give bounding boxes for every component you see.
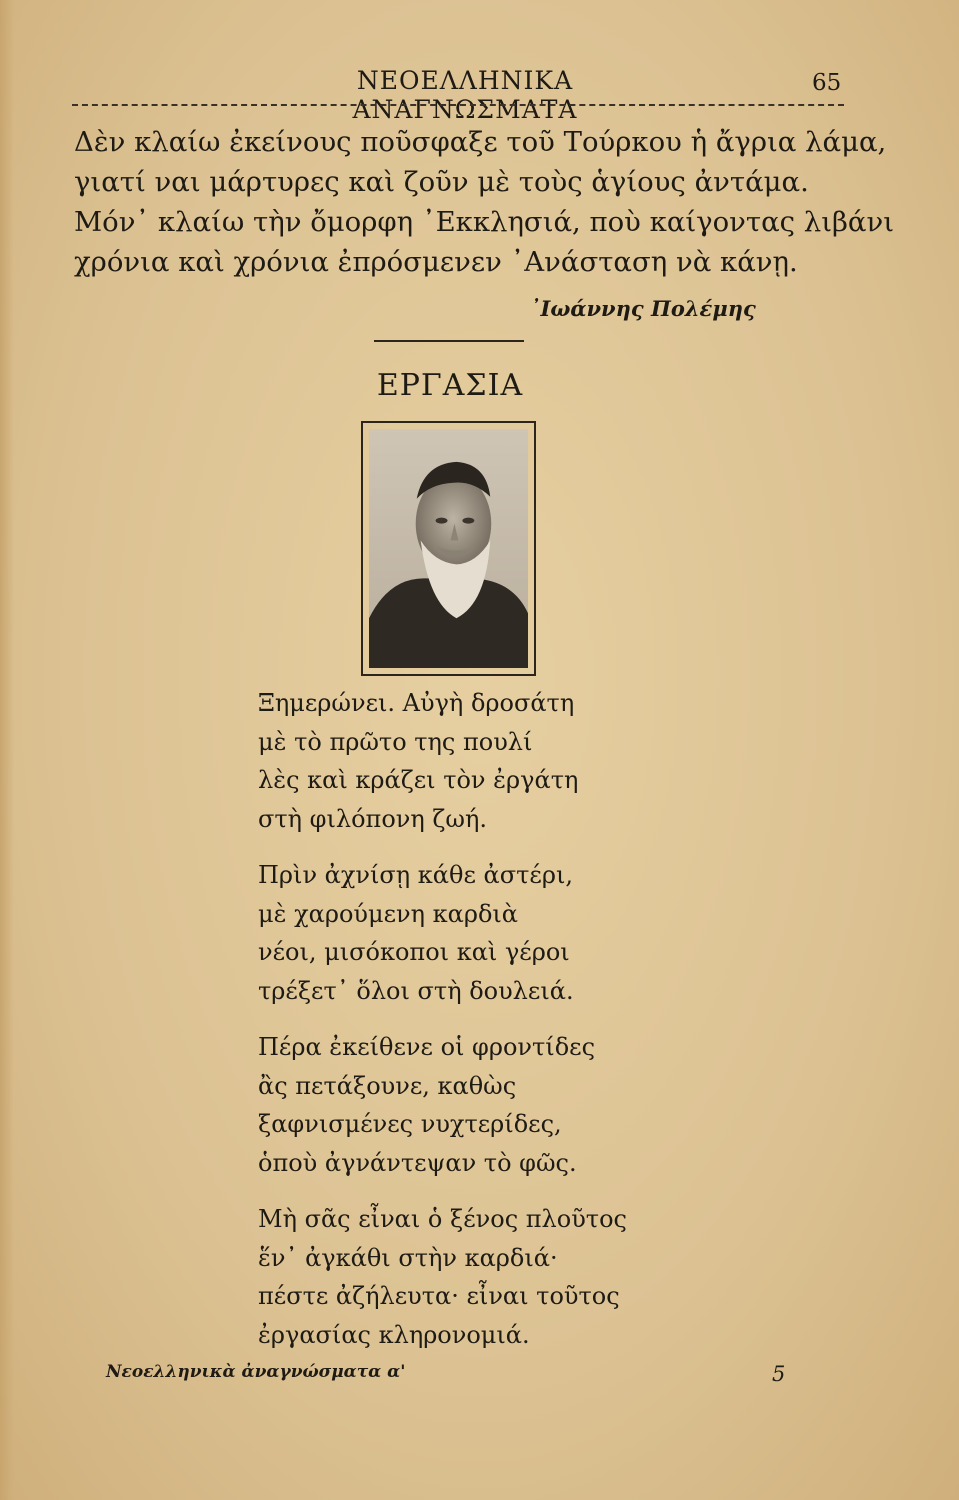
poem-line: Πρὶν ἀχνίσῃ κάθε ἀστέρι, [258,861,573,889]
poem-line: λὲς καὶ κράζει τὸν ἐργάτη [258,766,579,794]
section-divider [374,340,524,342]
poem-line: πέστε ἀζήλευτα· εἶναι τοῦτος [258,1282,620,1310]
verse-line: χρόνια καὶ χρόνια ἐπρόσμενεν ᾿Ανάσταση νὰ κάνῃ. [74,246,798,278]
poem-line: ἕν᾿ ἀγκάθι στὴν καρδιά· [258,1243,558,1272]
portrait-photo [361,421,536,676]
poem-line: ὁποὺ ἀγνάντεψαν τὸ φῶς. [258,1148,577,1177]
poem-line: στὴ φιλόπονη ζωή. [258,804,487,833]
top-verse [74,122,894,282]
verse-line: Μόν᾿ κλαίω τὴν ὄμορφη ᾿Εκκλησιά, ποὺ καίγοντας λιβάνι [74,206,894,238]
stanza [258,684,698,838]
stanza [258,1200,698,1354]
verse-line: γιατί ναι μάρτυρες καὶ ζοῦν μὲ τοὺς ἁγίους ἀντάμα. [74,166,809,198]
section-title: ΕΡΓΑΣΙΑ [376,368,524,403]
portrait-icon [369,429,528,668]
sheet-mark: 5 [772,1362,786,1386]
author-attribution: ᾿Ιωάννης Πολέμης [530,296,756,321]
header-divider [72,104,844,106]
verse-line: Δὲν κλαίω ἐκείνους ποῦσφαξε τοῦ Τούρκου ἡ ἄγρια λάμα, [74,126,887,158]
poem-line: μὲ χαρούμενη καρδιὰ [258,899,519,928]
poem-line: ἐργασίας κληρονομιά. [258,1320,530,1349]
poem-line: νέοι, μισόκοποι καὶ γέροι [258,938,570,966]
poem-line: Πέρα ἐκείθενε οἱ φροντίδες [258,1033,596,1061]
poem-line: Μὴ σᾶς εἶναι ὁ ξένος πλοῦτος [258,1205,627,1233]
running-title: ΝΕΟΕΛΛΗΝΙΚΑ ΑΝΑΓΝΩΣΜΑΤΑ [352,66,578,124]
stanza [258,1028,698,1182]
book-signature: Νεοελληνικὰ ἀναγνώσματα α' [106,1362,406,1382]
stanza [258,856,698,1010]
poem-line: τρέξετ᾿ ὅλοι στὴ δουλειά. [258,976,574,1005]
poem-line: μὲ τὸ πρῶτο της πουλί [258,727,533,756]
poem-body [258,684,698,1372]
poem-line: Ξημερώνει. Αὐγὴ δροσάτη [258,689,575,717]
poem-line: ἂς πετάξουνε, καθὼς [258,1071,517,1100]
poem-line: ξαφνισμένες νυχτερίδες, [258,1110,562,1138]
page-number: 65 [812,70,842,96]
